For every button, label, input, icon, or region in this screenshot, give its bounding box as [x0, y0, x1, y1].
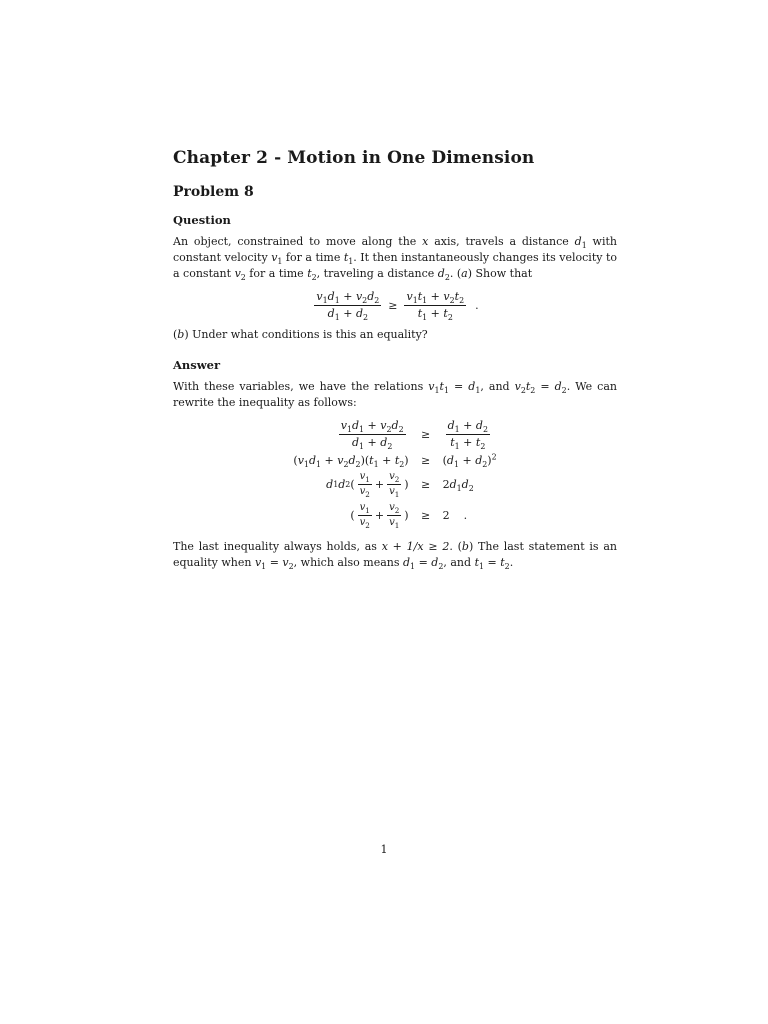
inequality-rhs-fraction: $\frac{v_1t_1 + v_2t_2}{t_1 + t_2}$ [406, 290, 465, 323]
answer-heading: Answer [173, 358, 221, 372]
chapter-title: Chapter 2 - Motion in One Dimension [173, 148, 535, 168]
derivation-row-4-lhs: ( $\frac{v_1}{v_2}$ + $\frac{v_2}{v_1}$ ) [350, 502, 409, 530]
problem-title: Problem 8 [173, 184, 254, 200]
page-number: 1 [380, 843, 388, 856]
derivation-row-3-op: ≥ [420, 478, 431, 491]
document-page [173, 140, 617, 571]
derivation-row-4-rhs: 2 . [442, 509, 468, 522]
answer-intro: With these variables, we have the relations $v_1t_1 = d_1$, and $v_2t_2 = d_2$. We can rewrite the inequality as follows: [173, 380, 617, 409]
derivation-row-4-op: ≥ [420, 509, 431, 522]
derivation-steps [173, 419, 617, 529]
question-heading: Question [173, 213, 231, 227]
question-part-b: (b) Under what conditions is this an equality? [173, 328, 428, 341]
inequality-lhs-fraction: $\frac{v_1d_1 + v_2d_2}{d_1 + d_2}$ [316, 290, 380, 323]
derivation-row-3-lhs: d 1 d 2 ( $\frac{v_1}{v_2}$ + $\frac{v_2}{v_1}$ ) [326, 471, 409, 499]
derivation-row-1-rhs: $\frac{d_1 + d_2}{t_1 + t_2}$ [447, 419, 488, 452]
main-inequality: $\frac{v_1d_1 + v_2d_2}{d_1 + d_2}$ ≥ $\frac{v_1t_1 + v_2t_2}{t_1 + t_2}$ . [316, 290, 479, 323]
question-paragraph: An object, constrained to move along the x axis, travels a distance $d_1$ with constant velocity $v_1$ for a time $t_1$. It then instantaneously changes its velocity to a constant $v_2$ for a time $t_2$, traveling a distance $d_2$. (a) Show that [173, 235, 618, 283]
derivation-row-2-op: ≥ [420, 454, 431, 467]
derivation-row-3-rhs: $2d_1d_2$ [442, 478, 474, 494]
geq-symbol: ≥ [388, 299, 398, 312]
answer-conclusion: The last inequality always holds, as x + 1/x ≥ 2. (b) The last statement is an equality when $v_1 = v_2$, which also means $d_1 = d_2$, and $t_1 = t_2$. [173, 540, 617, 572]
derivation-row-2-lhs: $(v_1d_1 + v_2d_2)(t_1 + t_2)$ [293, 454, 409, 470]
derivation-row-1-op: ≥ [420, 428, 431, 441]
derivation-row-1-lhs: $\frac{v_1d_1 + v_2d_2}{d_1 + d_2}$ [340, 419, 404, 452]
derivation-row-2-rhs: $(d_1 + d_2)^2$ [442, 452, 497, 470]
